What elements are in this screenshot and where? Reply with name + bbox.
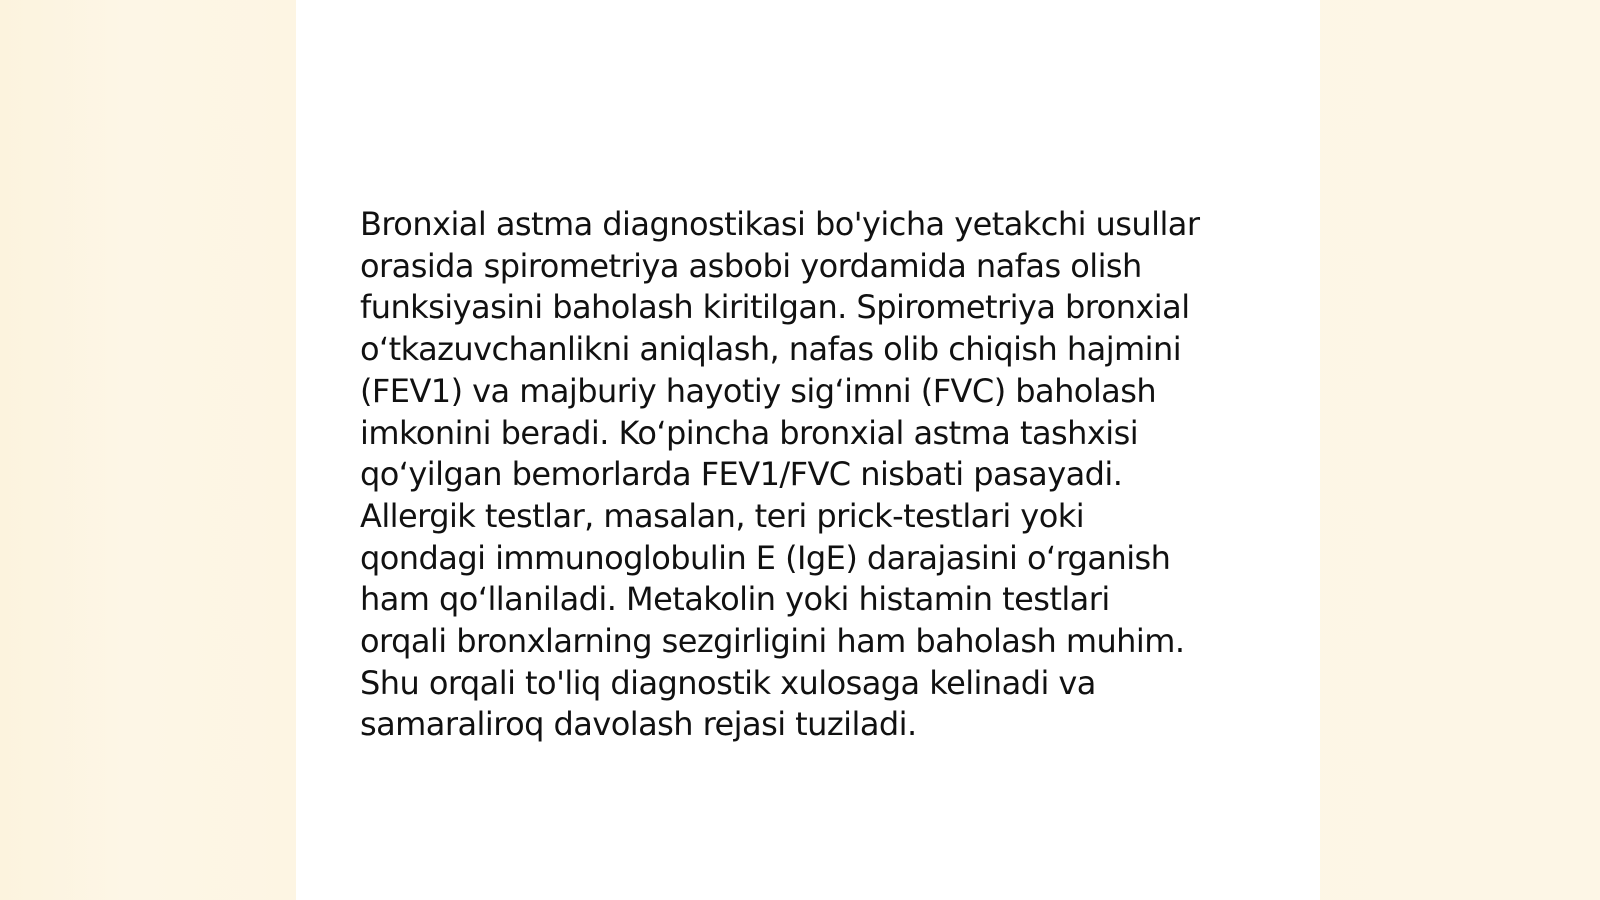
- paragraph-line: Bronxial astma diagnostikasi bo'yicha yetakchi usullar: [360, 205, 1200, 243]
- paragraph-line: qondagi immunoglobulin E (IgE) darajasini o‘rganish: [360, 538, 1171, 577]
- paragraph-line: funksiyasini baholash kiritilgan. Spirometriya bronxial: [360, 288, 1190, 327]
- slide: [296, 0, 1320, 900]
- paragraph-line: ham qo‘llaniladi. Metakolin yoki histamin testlari: [360, 580, 1110, 619]
- paragraph-line: (FEV1) va majburiy hayotiy sig‘imni (FVC) baholash: [360, 371, 1157, 410]
- paragraph-line: orqali bronxlarning sezgirligini ham baholash muhim.: [360, 622, 1185, 661]
- paragraph-line: orasida spirometriya asbobi yordamida nafas olish: [360, 246, 1142, 285]
- paragraph-line: Shu orqali to'liq diagnostik xulosaga kelinadi va: [360, 663, 1096, 702]
- paragraph-line: Allergik testlar, masalan, teri prick-testlari yoki: [360, 496, 1085, 535]
- paragraph-line: o‘tkazuvchanlikni aniqlash, nafas olib chiqish hajmini: [360, 330, 1182, 369]
- paragraph-line: imkonini beradi. Ko‘pincha bronxial astma tashxisi: [360, 413, 1139, 452]
- paragraph-line: qo‘yilgan bemorlarda FEV1/FVC nisbati pasayadi.: [360, 455, 1123, 494]
- paragraph-line: samaraliroq davolash rejasi tuziladi.: [360, 705, 917, 744]
- slide-paragraph: [360, 204, 1260, 746]
